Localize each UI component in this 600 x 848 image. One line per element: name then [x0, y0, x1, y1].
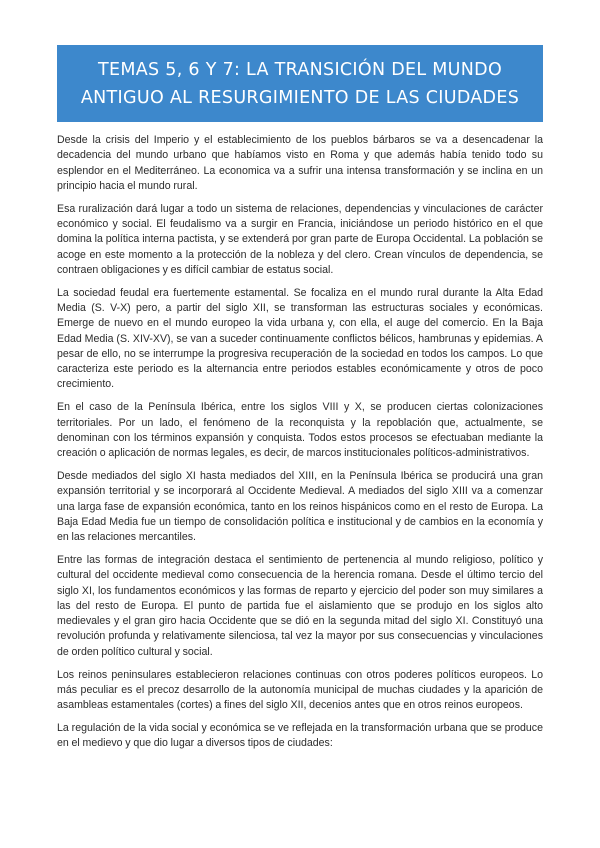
title-banner — [57, 45, 543, 122]
paragraph: Entre las formas de integración destaca el sentimiento de pertenencia al mundo religioso, político y cultural del occidente medieval como consecuencia de la herencia romana. Desde el último tercio del siglo XI, los fundamentos económicos y las formas de reparto y ejercicio del poder son muy similares a las del resto de Europa. El punto de partida fue el aislamiento que se produjo en los siglos alto medievales y el gran giro hacia Occidente que se dió en la segunda mitad del siglo XI. Constituyó una revolución profunda y relativamente silenciosa, tal vez la mayor por sus consecuencias y vinculaciones de orden político cultural y social. — [57, 553, 543, 658]
paragraph: Esa ruralización dará lugar a todo un sistema de relaciones, dependencias y vinculaciones de carácter económico y social. El feudalismo va a surgir en Francia, iniciándose un periodo histórico en el que domina la política interna pactista, y se extenderá por gran parte de Europa Occidental. La población se acoge en este momento a la protección de la nobleza y del clero. Crean vínculos de dependencia, se contraen obligaciones y es difícil cambiar de estatus social. — [57, 202, 543, 276]
paragraph: La sociedad feudal era fuertemente estamental. Se focaliza en el mundo rural durante la Alta Edad Media (S. V-X) pero, a partir del siglo XII, se transforman las estructuras sociales y económicas. Emerge de nuevo en el mundo europeo la vida urbana y, con ella, el auge del comercio. En la Baja Edad Media (S. XIV-XV), se van a suceder continuamente conflictos bélicos, hambrunas y epidemias. A pesar de ello, no se interrumpe la progresiva recuperación de la sociedad en todos los campos. Lo que caracteriza este periodo es la alternancia entre periodos estables económicamente y otros de poco crecimiento. — [57, 286, 543, 391]
paragraph: Los reinos peninsulares establecieron relaciones continuas con otros poderes políticos europeos. Lo más peculiar es el precoz desarrollo de la autonomía municipal de muchas ciudades y la aparición de asambleas estamentales (cortes) a fines del siglo XII, decenios antes que en otros reinos europeos. — [57, 668, 543, 712]
title-line-1: TEMAS 5, 6 Y 7: LA TRANSICIÓN DEL MUNDO — [97, 59, 503, 80]
paragraph: La regulación de la vida social y económica se ve reflejada en la transformación urbana que se produce en el medievo y que dio lugar a diversos tipos de ciudades: — [57, 721, 543, 750]
paragraph: En el caso de la Península Ibérica, entre los siglos VIII y X, se producen ciertas colonizaciones territoriales. Por un lado, el fenómeno de la reconquista y la repoblación que, actualmente, se denominan con los términos expansión y conquista. Todos estos procesos se efectuaban mediante la creación o aplicación de normas legales, es decir, de marcos institucionales políticos-administrativos. — [57, 401, 543, 460]
paragraph: Desde la crisis del Imperio y el establecimiento de los pueblos bárbaros se va a desencadenar la decadencia del mundo urbano que habíamos visto en Roma y que además había tenido todo su esplendor en el Mediterráneo. La economica va a sufrir una intensa transformación y se inclina en un principio hacia el mundo rural. — [57, 134, 543, 192]
document-body — [57, 133, 543, 759]
paragraph: Desde mediados del siglo XI hasta mediados del XIII, en la Península Ibérica se producirá una gran expansión territorial y se incorporará al Occidente Medieval. A mediados del siglo XIII va a comenzar una larga fase de expansión económica, tanto en los reinos hispánicos como en el resto de Europa. La Baja Edad Media fue un tiempo de consolidación política e institucional y de cambios en la economía y en las relaciones mercantiles. — [57, 469, 543, 544]
title-line-2: ANTIGUO AL RESURGIMIENTO DE LAS CIUDADES — [80, 87, 520, 108]
